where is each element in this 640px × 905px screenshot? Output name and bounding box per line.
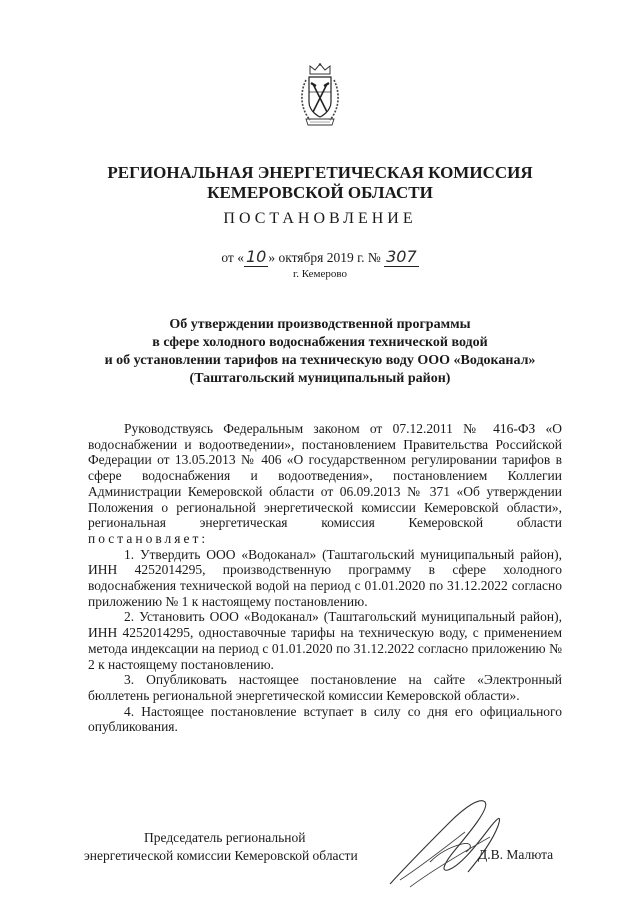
date-line: [60, 247, 580, 266]
item-1: 1. Утвердить ООО «Водоканал» (Таштагольский муниципальный район), ИНН 4252014295, производственную программу в сфере холодного водоснабжения технической водой на период с 01.01.2020 по 31.12.2022 согласно приложению № 1 к настоящему постановлению.: [88, 546, 562, 609]
document-number: 307: [386, 247, 417, 266]
signatory-title: [84, 829, 358, 865]
org-line-1: РЕГИОНАЛЬНАЯ ЭНЕРГЕТИЧЕСКАЯ КОМИССИЯ: [107, 163, 533, 182]
item-2: 2. Установить ООО «Водоканал» (Таштагольский муниципальный район), ИНН 4252014295, одноставочные тарифы на техническую воду, с применением метода индексации на период с 01.01.2020 по 31.12.2022 согласно приложению № 2 к настоящему постановлению.: [88, 609, 562, 672]
signatory-name: Д.В. Малюта: [478, 847, 554, 862]
document-type: ПОСТАНОВЛЕНИЕ: [223, 210, 417, 227]
subject-line-4: (Таштагольский муниципальный район): [189, 371, 451, 386]
item-3: 3. Опубликовать настоящее постановление на сайте «Электронный бюллетень региональной энергетической комиссии Кемеровской области».: [88, 672, 562, 703]
date-day: 10: [245, 247, 267, 266]
date-suffix: » октября 2019 г. №: [268, 250, 381, 265]
city: г. Кемерово: [292, 268, 348, 280]
org-line-2: КЕМЕРОВСКОЙ ОБЛАСТИ: [207, 183, 433, 202]
subject-line-1: Об утверждении производственной программы: [169, 317, 471, 332]
preamble-paragraph: [88, 421, 562, 547]
preamble-verb: постановляет:: [88, 530, 209, 546]
subject-line-2: в сфере холодного водоснабжения технической водой: [152, 335, 488, 350]
signatory-title-line-1: Председатель региональной: [144, 830, 306, 845]
document-body: [88, 421, 562, 735]
subject-line-3: и об установлении тарифов на техническую воду ООО «Водоканал»: [104, 353, 536, 368]
signatory-title-line-2: энергетической комиссии Кемеровской области: [84, 848, 358, 863]
organization-name: [60, 163, 580, 203]
item-4: 4. Настоящее постановление вступает в силу со дня его официального опубликования.: [88, 703, 562, 735]
date-prefix: от «: [221, 250, 244, 265]
handwritten-signature: [370, 792, 520, 892]
preamble-text: Руководствуясь Федеральным законом от 07.12.2011 № 416-ФЗ «О водоснабжении и водоотведении», постановлением Правительства Российской Федерации от 13.05.2013 № 406 «О государственном регулировании тарифов в сфере водоснабжения и водоотведения», постановлением Коллегии Администрации Кемеровской области от 06.09.2013 № 371 «Об утверждении Положения о региональной энергетической комиссии Кемеровской области», региональная энергетическая комиссия Кемеровской области: [88, 421, 562, 531]
coat-of-arms-icon: [296, 62, 344, 130]
document-subject: [60, 316, 580, 388]
